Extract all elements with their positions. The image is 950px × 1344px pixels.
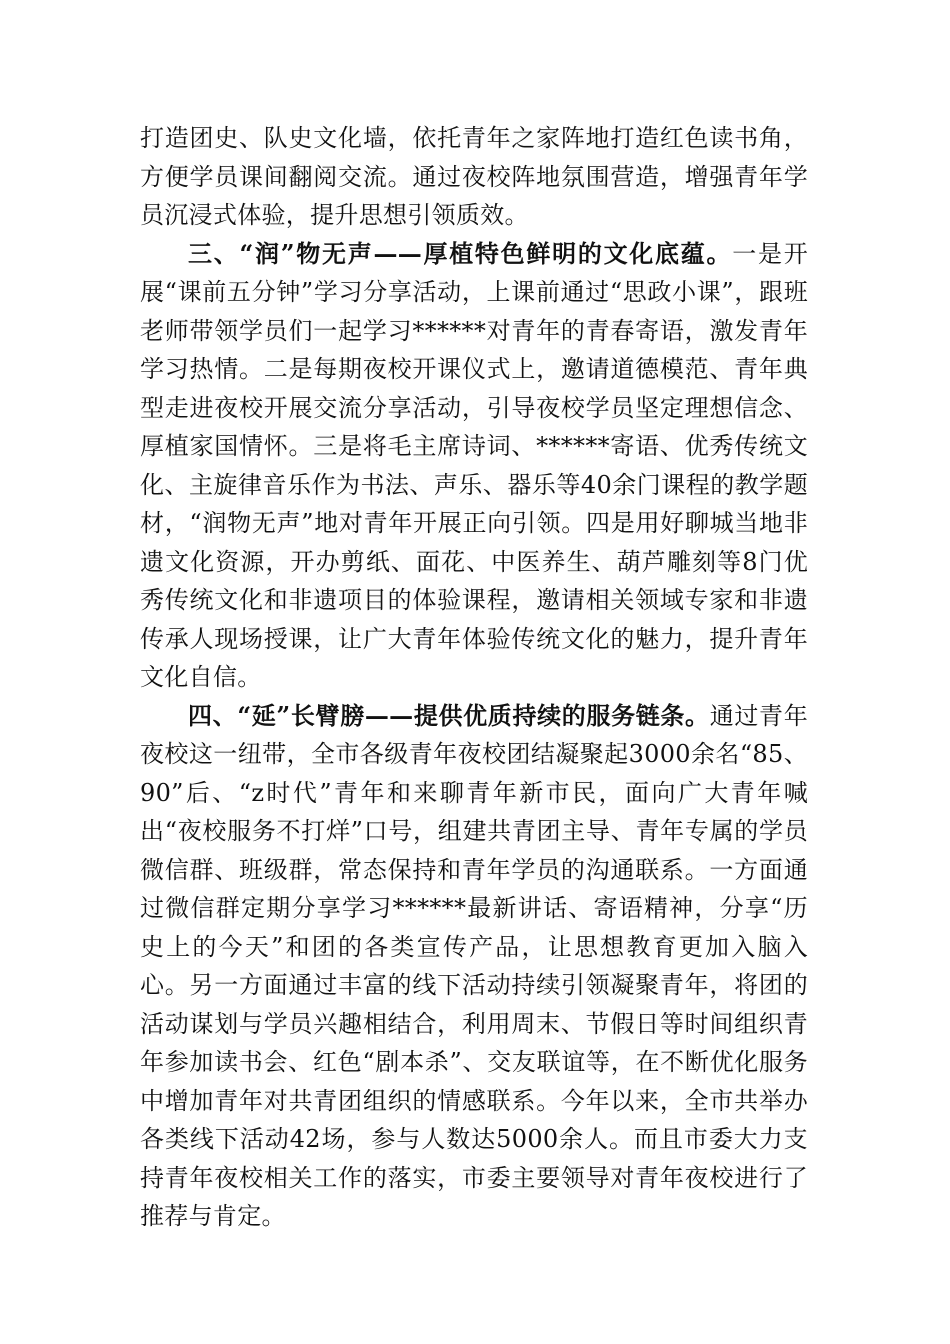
paragraph-intro-text: 打造团史、队史文化墙，依托青年之家阵地打造红色读书角，方便学员课间翻阅交流。通过夜校阵地氛围营造，增强青年学员沉浸式体验，提升思想引领质效。 bbox=[140, 124, 808, 229]
paragraph-intro bbox=[140, 119, 808, 235]
section-four-heading: 四、“延”长臂膀——提供优质持续的服务链条。 bbox=[188, 700, 710, 730]
paragraph-section-three bbox=[140, 235, 808, 697]
section-four-text: 通过青年夜校这一纽带，全市各级青年夜校团结凝聚起3000余名“85、90”后、“z时代”青年和来聊青年新市民，面向广大青年喊出“夜校服务不打烊”口号，组建共青团主导、青年专属的学员微信群、班级群，常态保持和青年学员的沟通联系。一方面通过微信群定期分享学习******最新讲话、寄语精神，分享“历史上的今天”和团的各类宣传产品，让思想教育更加入脑入心。另一方面通过丰富的线下活动持续引领凝聚青年，将团的活动谋划与学员兴趣相结合，利用周末、节假日等时间组织青年参加读书会、红色“剧本杀”、交友联谊等，在不断优化服务中增加青年对共青团组织的情感联系。今年以来，全市共举办各类线下活动42场，参与人数达5000余人。而且市委大力支持青年夜校相关工作的落实，市委主要领导对青年夜校进行了推荐与肯定。 bbox=[140, 701, 808, 1230]
section-three-heading: 三、“润”物无声——厚植特色鲜明的文化底蕴。 bbox=[188, 238, 733, 268]
paragraph-section-four bbox=[140, 697, 808, 1236]
document-body bbox=[140, 119, 808, 1236]
section-three-text: 一是开展“课前五分钟”学习分享活动，上课前通过“思政小课”，跟班老师带领学员们一起学习******对青年的青春寄语，激发青年学习热情。二是每期夜校开课仪式上，邀请道德模范、青年典型走进夜校开展交流分享活动，引导夜校学员坚定理想信念、厚植家国情怀。三是将毛主席诗词、******寄语、优秀传统文化、主旋律音乐作为书法、声乐、器乐等40余门课程的教学题材，“润物无声”地对青年开展正向引领。四是用好聊城当地非遗文化资源，开办剪纸、面花、中医养生、葫芦雕刻等8门优秀传统文化和非遗项目的体验课程，邀请相关领域专家和非遗传承人现场授课，让广大青年体验传统文化的魅力，提升青年文化自信。 bbox=[140, 239, 808, 691]
